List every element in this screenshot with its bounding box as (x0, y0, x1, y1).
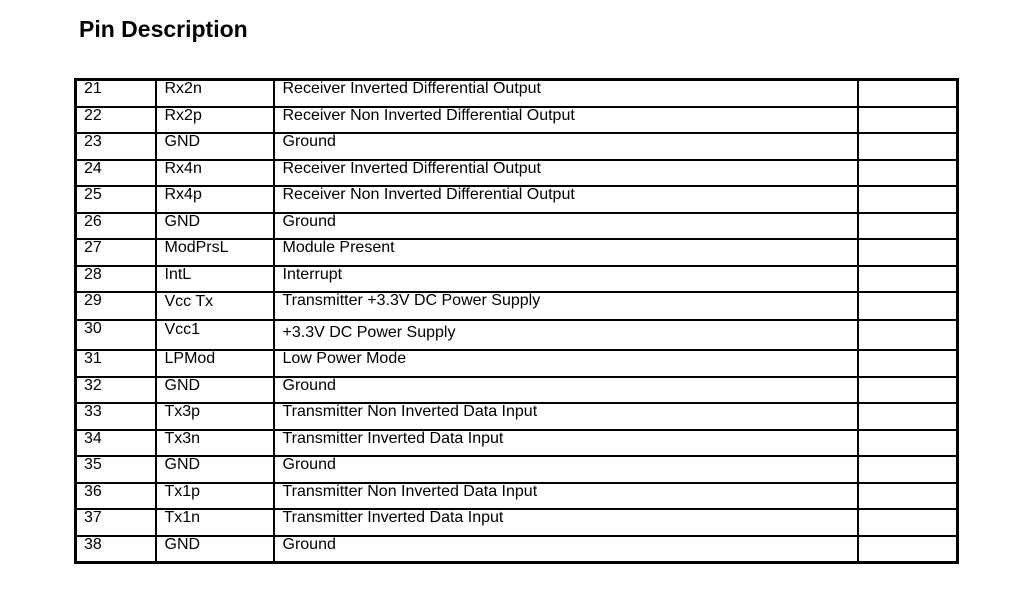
pin-signal: Vcc Tx (156, 292, 274, 320)
pin-notes (858, 403, 958, 430)
pin-signal: ModPrsL (156, 239, 274, 266)
pin-number: 37 (76, 509, 156, 536)
pin-signal: GND (156, 536, 274, 563)
table-row (76, 320, 958, 351)
pin-number: 25 (76, 186, 156, 213)
pin-notes (858, 239, 958, 266)
pin-notes (858, 186, 958, 213)
table-row (76, 483, 958, 510)
pin-description: Transmitter Non Inverted Data Input (274, 403, 858, 430)
pin-signal: Tx1n (156, 509, 274, 536)
pin-number: 28 (76, 266, 156, 293)
pin-number: 31 (76, 350, 156, 377)
pin-description: Low Power Mode (274, 350, 858, 377)
pin-signal: GND (156, 133, 274, 160)
pin-signal: Rx4p (156, 186, 274, 213)
pin-description: Transmitter Inverted Data Input (274, 509, 858, 536)
table-row (76, 536, 958, 563)
pin-signal: Tx3p (156, 403, 274, 430)
pin-description: Ground (274, 456, 858, 483)
pin-number: 34 (76, 430, 156, 457)
table-row (76, 107, 958, 134)
pin-notes (858, 213, 958, 240)
pin-notes (858, 320, 958, 351)
pin-notes (858, 483, 958, 510)
table-row (76, 456, 958, 483)
table-row (76, 292, 958, 320)
pin-description: Receiver Non Inverted Differential Output (274, 107, 858, 134)
pin-notes (858, 430, 958, 457)
pin-description: Receiver Inverted Differential Output (274, 160, 858, 187)
pin-number: 22 (76, 107, 156, 134)
pin-description: Ground (274, 536, 858, 563)
pin-description: Ground (274, 213, 858, 240)
table-row (76, 80, 958, 107)
pin-number: 23 (76, 133, 156, 160)
pin-signal: Rx4n (156, 160, 274, 187)
table-row (76, 160, 958, 187)
pin-notes (858, 160, 958, 187)
pin-signal: Rx2p (156, 107, 274, 134)
pin-signal: Rx2n (156, 80, 274, 107)
pin-notes (858, 377, 958, 404)
table-row (76, 430, 958, 457)
pin-signal: Tx3n (156, 430, 274, 457)
table-row (76, 509, 958, 536)
pin-number: 38 (76, 536, 156, 563)
table-row (76, 266, 958, 293)
pin-signal: IntL (156, 266, 274, 293)
pin-notes (858, 133, 958, 160)
pin-description: Module Present (274, 239, 858, 266)
pin-description: Receiver Inverted Differential Output (274, 80, 858, 107)
pin-number: 26 (76, 213, 156, 240)
pin-signal: Tx1p (156, 483, 274, 510)
pin-number: 27 (76, 239, 156, 266)
pin-signal: GND (156, 456, 274, 483)
table-row (76, 133, 958, 160)
pin-number: 29 (76, 292, 156, 320)
pin-description: Receiver Non Inverted Differential Output (274, 186, 858, 213)
pin-number: 32 (76, 377, 156, 404)
pin-description: Ground (274, 377, 858, 404)
table-row (76, 186, 958, 213)
pin-description: Ground (274, 133, 858, 160)
pin-description: Transmitter Non Inverted Data Input (274, 483, 858, 510)
pin-description: Interrupt (274, 266, 858, 293)
pin-description: Transmitter +3.3V DC Power Supply (274, 292, 858, 320)
pin-notes (858, 266, 958, 293)
pin-signal: Vcc1 (156, 320, 274, 351)
pin-description: Transmitter Inverted Data Input (274, 430, 858, 457)
pin-notes (858, 107, 958, 134)
table-row (76, 403, 958, 430)
table-row (76, 350, 958, 377)
pin-number: 24 (76, 160, 156, 187)
page-title: Pin Description (79, 16, 248, 42)
pin-notes (858, 509, 958, 536)
pin-description: +3.3V DC Power Supply (274, 320, 858, 351)
table-row (76, 377, 958, 404)
pin-description-table (74, 78, 959, 564)
pin-notes (858, 292, 958, 320)
pin-number: 36 (76, 483, 156, 510)
pin-notes (858, 536, 958, 563)
pin-number: 30 (76, 320, 156, 351)
pin-number: 35 (76, 456, 156, 483)
pin-notes (858, 350, 958, 377)
pin-number: 21 (76, 80, 156, 107)
pin-signal: GND (156, 377, 274, 404)
pin-signal: LPMod (156, 350, 274, 377)
table-row (76, 239, 958, 266)
pin-notes (858, 80, 958, 107)
table-row (76, 213, 958, 240)
pin-number: 33 (76, 403, 156, 430)
pin-notes (858, 456, 958, 483)
pin-signal: GND (156, 213, 274, 240)
